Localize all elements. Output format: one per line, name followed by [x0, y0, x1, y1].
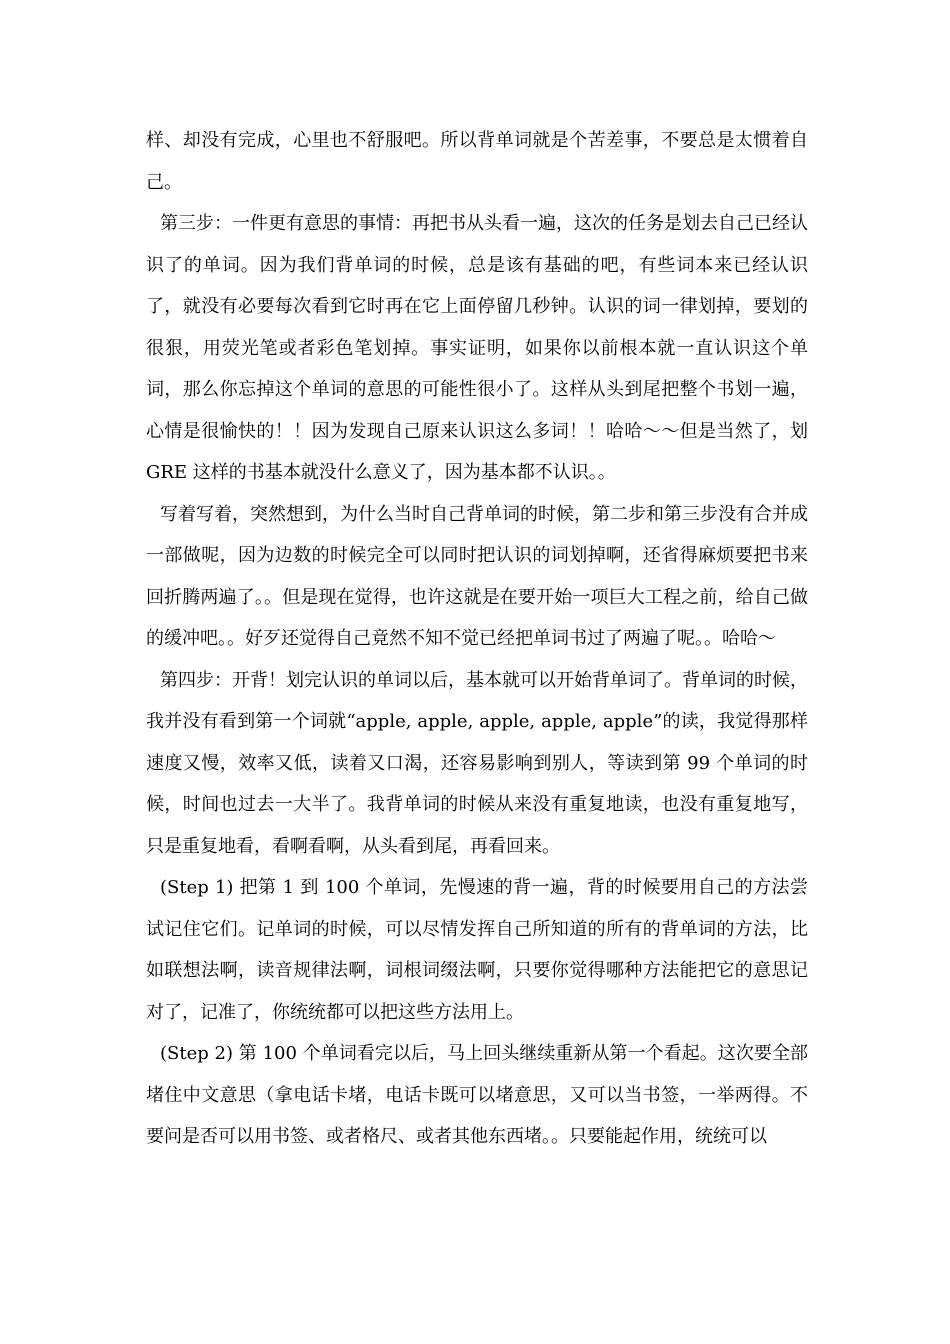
paragraph-substep-one: (Step 1) 把第 1 到 100 个单词，先慢速的背一遍，背的时候要用自己的方法尝试记住它们。记单词的时候，可以尽情发挥自己所知道的所有的背单词的方法，比如联想法啊，读音规律法啊，词根词缀法啊，只要你觉得哪种方法能把它的意思记对了，记准了，你统统都可以把这些方法用上。 [146, 877, 808, 1023]
paragraph-reflection: 写着写着，突然想到，为什么当时自己背单词的时候，第二步和第三步没有合并成一部做呢，因为边数的时候完全可以同时把认识的词划掉啊，还省得麻烦要把书来回折腾两遍了。。但是现在觉得，也许这就是在要开始一项巨大工程之前，给自己做的缓冲吧。。好歹还觉得自己竟然不知不觉已经把单词书过了两遍了呢。。哈哈～ [146, 503, 808, 649]
paragraph-step-three: 第三步：一件更有意思的事情：再把书从头看一遍，这次的任务是划去自己已经认识了的单词。因为我们背单词的时候，总是该有基础的吧，有些词本来已经认识了，就没有必要每次看到它时再在它上面停留几秒钟。认识的词一律划掉，要划的很狠，用荧光笔或者彩色笔划掉。事实证明，如果你以前根本就一直认识这个单词，那么你忘掉这个单词的意思的可能性很小了。这样从头到尾把整个书划一遍，心情是很愉快的！！因为发现自己原来认识这么多词！！哈哈～～但是当然了，划 GRE 这样的书基本就没什么意义了，因为基本都不认识。。 [146, 213, 808, 483]
paragraph-continuation: 样、却没有完成，心里也不舒服吧。所以背单词就是个苦差事，不要总是太惯着自己。 [146, 130, 808, 193]
paragraph-step-four: 第四步：开背！划完认识的单词以后，基本就可以开始背单词了。背单词的时候，我并没有看到第一个词就“apple, apple, apple, apple, apple”的读，我觉得那样速度又慢，效率又低，读着又口渴，还容易影响到别人，等读到第 99 个单词的时候，时间也过去一大半了。我背单词的时候从来没有重复地读，也没有重复地写，只是重复地看，看啊看啊，从头看到尾，再看回来。 [146, 669, 808, 857]
paragraph-substep-two: (Step 2) 第 100 个单词看完以后，马上回头继续重新从第一个看起。这次要全部堵住中文意思（拿电话卡堵，电话卡既可以堵意思，又可以当书签，一举两得。不要问是否可以用书签、或者格尺、或者其他东西堵。。只要能起作用，统统可以 [146, 1043, 808, 1147]
document-body [146, 120, 808, 1158]
